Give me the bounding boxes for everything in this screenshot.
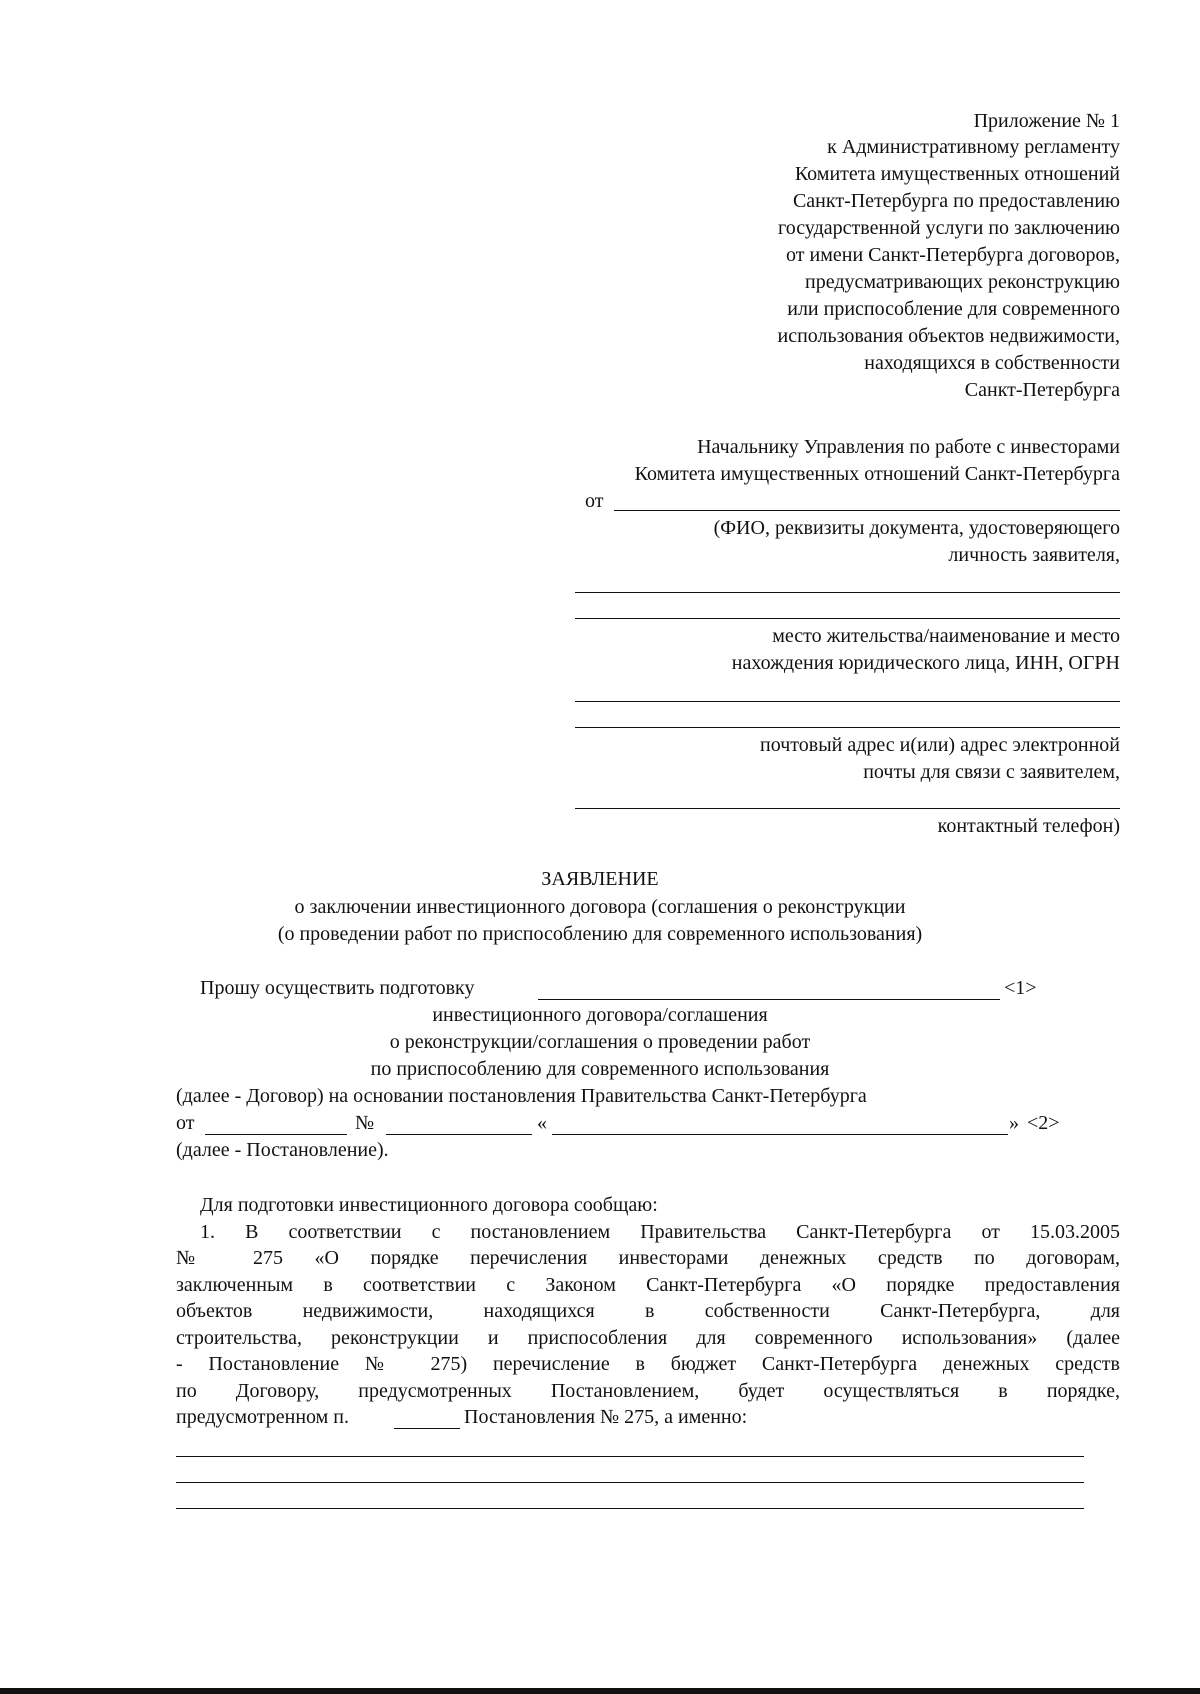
field-hint: место жительства/наименование и место bbox=[772, 625, 1120, 647]
from-label: от bbox=[585, 490, 604, 512]
appendix-line: к Административному регламенту bbox=[827, 136, 1120, 158]
body-intro: Для подготовки инвестиционного договора сообщаю: bbox=[200, 1194, 658, 1216]
paragraph-text: - Постановление № 275) перечисление в бюджет Санкт-Петербурга денежных средств bbox=[176, 1353, 1120, 1375]
field-hint: почты для связи с заявителем, bbox=[863, 761, 1120, 783]
body-paragraph-line bbox=[200, 1219, 1120, 1246]
resolution-number-field[interactable] bbox=[386, 1134, 532, 1135]
field-hint: почтовый адрес и(или) адрес электронной bbox=[760, 734, 1120, 756]
paragraph-text: объектов недвижимости, находящихся в собственности Санкт-Петербурга, для bbox=[176, 1300, 1120, 1322]
addressee-line: Комитета имущественных отношений Санкт-Петербурга bbox=[634, 463, 1120, 485]
last-line-prefix: предусмотренном п. bbox=[176, 1406, 350, 1428]
appendix-line: Санкт-Петербурга bbox=[964, 379, 1120, 401]
quote-open: « bbox=[537, 1112, 547, 1134]
appendix-line: находящихся в собственности bbox=[864, 352, 1120, 374]
applicant-document-field[interactable] bbox=[575, 592, 1120, 593]
body-paragraph-line bbox=[176, 1378, 1120, 1405]
request-line: о реконструкции/соглашения о проведении работ bbox=[389, 1031, 811, 1053]
appendix-line: или приспособление для современного bbox=[787, 298, 1120, 320]
footnote-ref: <2> bbox=[1027, 1112, 1060, 1134]
paragraph-text: 1. В соответствии с постановлением Правительства Санкт-Петербурга от 15.03.2005 bbox=[200, 1221, 1120, 1243]
body-paragraph-line bbox=[176, 1272, 1120, 1299]
appendix-line: от имени Санкт-Петербурга договоров, bbox=[786, 244, 1120, 266]
paragraph-text: по Договору, предусмотренных Постановлением, будет осуществляться в порядке, bbox=[176, 1380, 1120, 1402]
body-paragraph-line bbox=[176, 1245, 1120, 1272]
applicant-phone-field[interactable] bbox=[575, 808, 1120, 809]
field-hint: (ФИО, реквизиты документа, удостоверяющего bbox=[713, 517, 1120, 539]
details-line-field[interactable] bbox=[176, 1482, 1084, 1483]
request-line: инвестиционного договора/соглашения bbox=[432, 1004, 768, 1026]
details-line-field[interactable] bbox=[176, 1456, 1084, 1457]
request-prefix: Прошу осуществить подготовку bbox=[200, 977, 475, 999]
quote-close: » bbox=[1009, 1112, 1019, 1134]
appendix-line: предусматривающих реконструкцию bbox=[805, 271, 1120, 293]
scan-edge bbox=[0, 1688, 1200, 1694]
applicant-name-field[interactable] bbox=[614, 510, 1120, 511]
document-title: ЗАЯВЛЕНИЕ bbox=[541, 868, 659, 890]
request-line: (далее - Постановление). bbox=[176, 1139, 389, 1161]
applicant-address-field[interactable] bbox=[575, 618, 1120, 619]
request-line: (далее - Договор) на основании постановления Правительства Санкт-Петербурга bbox=[176, 1085, 867, 1107]
body-paragraph-line bbox=[176, 1325, 1120, 1352]
body-paragraph-line bbox=[176, 1351, 1120, 1378]
appendix-line: использования объектов недвижимости, bbox=[777, 325, 1120, 347]
resolution-title-field[interactable] bbox=[552, 1134, 1008, 1135]
addressee-line: Начальнику Управления по работе с инвесторами bbox=[697, 436, 1120, 458]
document-subtitle: (о проведении работ по приспособлению для современного использования) bbox=[277, 923, 923, 945]
paragraph-text: строительства, реконструкции и приспособления для современного использования» (далее bbox=[176, 1327, 1120, 1349]
appendix-line: Санкт-Петербурга по предоставлению bbox=[792, 190, 1120, 212]
request-line: по приспособлению для современного использования bbox=[370, 1058, 830, 1080]
agreement-type-field[interactable] bbox=[538, 999, 1000, 1000]
field-hint: контактный телефон) bbox=[937, 815, 1120, 837]
applicant-mail-field[interactable] bbox=[575, 727, 1120, 728]
footnote-ref: <1> bbox=[1004, 977, 1037, 999]
details-line-field[interactable] bbox=[176, 1508, 1084, 1509]
paragraph-text: заключенным в соответствии с Законом Санкт-Петербурга «О порядке предоставления bbox=[176, 1274, 1120, 1296]
field-hint: личность заявителя, bbox=[948, 544, 1120, 566]
appendix-line: Комитета имущественных отношений bbox=[794, 163, 1120, 185]
number-label: № bbox=[355, 1112, 375, 1134]
appendix-line: государственной услуги по заключению bbox=[778, 217, 1120, 239]
field-hint: нахождения юридического лица, ИНН, ОГРН bbox=[731, 652, 1120, 674]
resolution-date-field[interactable] bbox=[205, 1134, 347, 1135]
applicant-location-field[interactable] bbox=[575, 701, 1120, 702]
last-line-suffix: Постановления № 275, а именно: bbox=[464, 1406, 748, 1428]
paragraph-text: № 275 «О порядке перечисления инвесторами денежных средств по договорам, bbox=[176, 1247, 1120, 1269]
body-paragraph-line bbox=[176, 1298, 1120, 1325]
from-label: от bbox=[176, 1112, 195, 1134]
appendix-line: Приложение № 1 bbox=[973, 110, 1120, 132]
clause-number-field[interactable] bbox=[394, 1428, 460, 1429]
document-subtitle: о заключении инвестиционного договора (соглашения о реконструкции bbox=[294, 896, 906, 918]
